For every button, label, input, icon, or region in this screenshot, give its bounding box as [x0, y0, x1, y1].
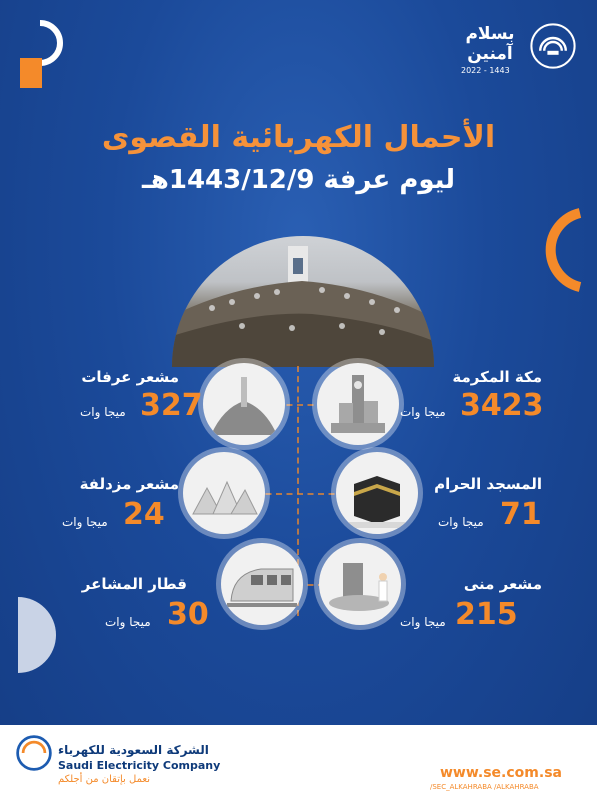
kaaba-image: [336, 452, 418, 534]
website-link[interactable]: www.se.com.sa: [440, 765, 562, 781]
item-unit-mina: ميجا وات: [400, 615, 446, 629]
company-arabic: الشركة السعودية للكهرباء: [58, 743, 209, 757]
train-icon: [221, 543, 303, 625]
item-value-muzdalifah: 24: [123, 497, 165, 532]
muzdalifah-tents-image: [183, 452, 265, 534]
item-name-haram: المسجد الحرام: [434, 475, 542, 493]
item-name-arafat: مشعر عرفات: [81, 368, 179, 386]
jamarat-icon: [319, 543, 401, 625]
kaaba-icon: [336, 452, 418, 534]
item-value-arafat: 327: [140, 388, 203, 423]
item-value-train: 30: [167, 597, 209, 632]
sub-title: ليوم عرفة 1443/12/9هـ: [141, 165, 456, 195]
item-value-haram: 71: [500, 497, 542, 532]
item-value-mina: 215: [455, 597, 518, 632]
campaign-title: بسلام آمنين: [465, 24, 515, 64]
item-value-makkah: 3423: [460, 388, 544, 423]
campaign-years: 2022 - 1443: [461, 66, 510, 75]
item-unit-makkah: ميجا وات: [400, 405, 446, 419]
arafat-mountain-image: [203, 363, 285, 445]
item-name-muzdalifah: مشعر مزدلفة: [79, 475, 179, 493]
connector-row2: [255, 493, 345, 495]
mount-arafat-photo: [172, 236, 434, 367]
mountain-pillar-icon: [203, 363, 285, 445]
item-name-mina: مشعر منى: [463, 575, 542, 593]
half-circle-decoration: [0, 595, 60, 675]
speaker-circle-icon: [529, 22, 577, 70]
social-handles[interactable]: /SEC_ALKAHRABA /ALKAHRABA: [430, 783, 539, 791]
main-title: الأحمال الكهربائية القصوى: [101, 120, 496, 155]
company-slogan: نعمل بإتقان من أجلكم: [58, 774, 150, 785]
item-name-train: قطار المشاعر: [81, 575, 187, 593]
footer: [0, 725, 597, 800]
mina-image: [319, 543, 401, 625]
orange-arc-decoration: [530, 205, 590, 295]
item-unit-train: ميجا وات: [105, 615, 151, 629]
item-unit-muzdalifah: ميجا وات: [62, 515, 108, 529]
clock-tower-icon: [317, 363, 399, 445]
item-name-makkah: مكة المكرمة: [452, 368, 542, 386]
train-image: [221, 543, 303, 625]
tents-icon: [183, 452, 265, 534]
brand-mark-block: [20, 58, 42, 88]
sec-logo-icon: [14, 733, 54, 773]
item-unit-arafat: ميجا وات: [80, 405, 126, 419]
company-english: Saudi Electricity Company: [58, 759, 221, 772]
campaign-logo: [455, 20, 580, 80]
item-unit-haram: ميجا وات: [438, 515, 484, 529]
makkah-tower-image: [317, 363, 399, 445]
